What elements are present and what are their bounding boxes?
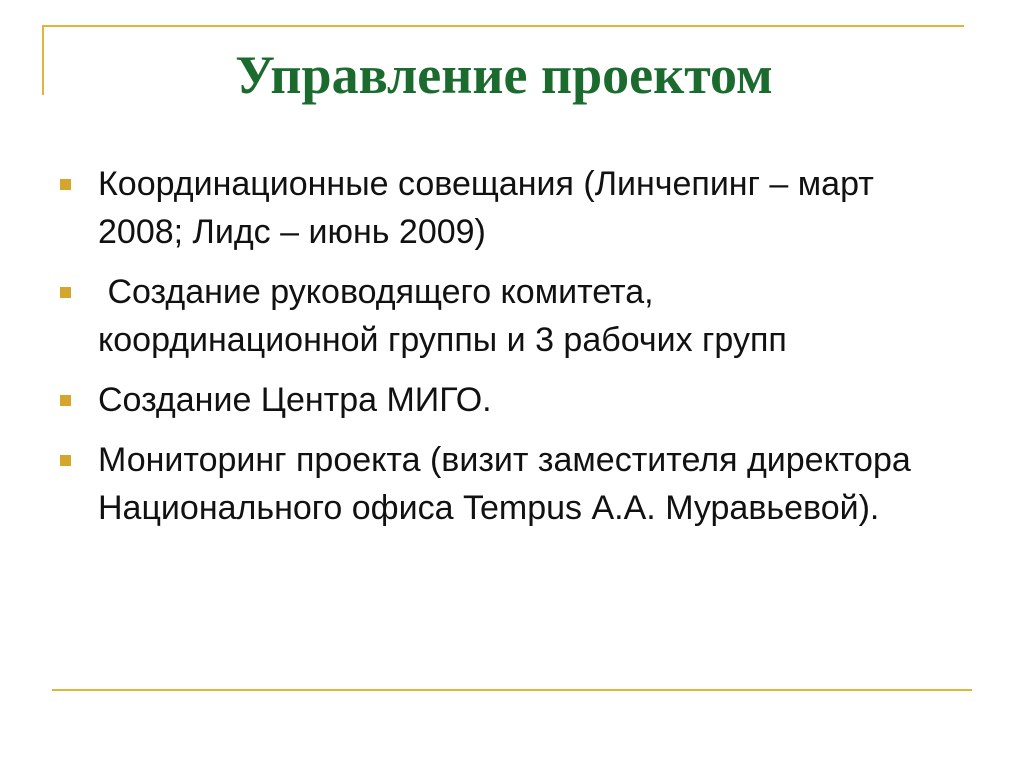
- bullet-text: Мониторинг проекта (визит заместителя директора Национального офиса Tempus А.А. Муравьевой).: [98, 441, 911, 527]
- bottom-border-line: [52, 689, 972, 691]
- top-border-line: [42, 25, 964, 27]
- bullet-text: Создание руководящего комитета, координационной группы и 3 рабочих групп: [98, 273, 787, 359]
- bullet-item: [60, 376, 940, 424]
- bullet-item: [60, 160, 940, 256]
- bullet-list: [60, 160, 940, 544]
- square-bullet-icon: [60, 395, 71, 406]
- square-bullet-icon: [60, 179, 71, 190]
- bullet-item: [60, 436, 940, 532]
- bullet-text: Координационные совещания (Линчепинг – март 2008; Лидс – июнь 2009): [98, 165, 874, 251]
- slide-title: Управление проектом: [235, 45, 773, 105]
- bullet-text: Создание Центра МИГО.: [98, 381, 492, 419]
- bullet-item: [60, 268, 940, 364]
- square-bullet-icon: [60, 287, 71, 298]
- square-bullet-icon: [60, 455, 71, 466]
